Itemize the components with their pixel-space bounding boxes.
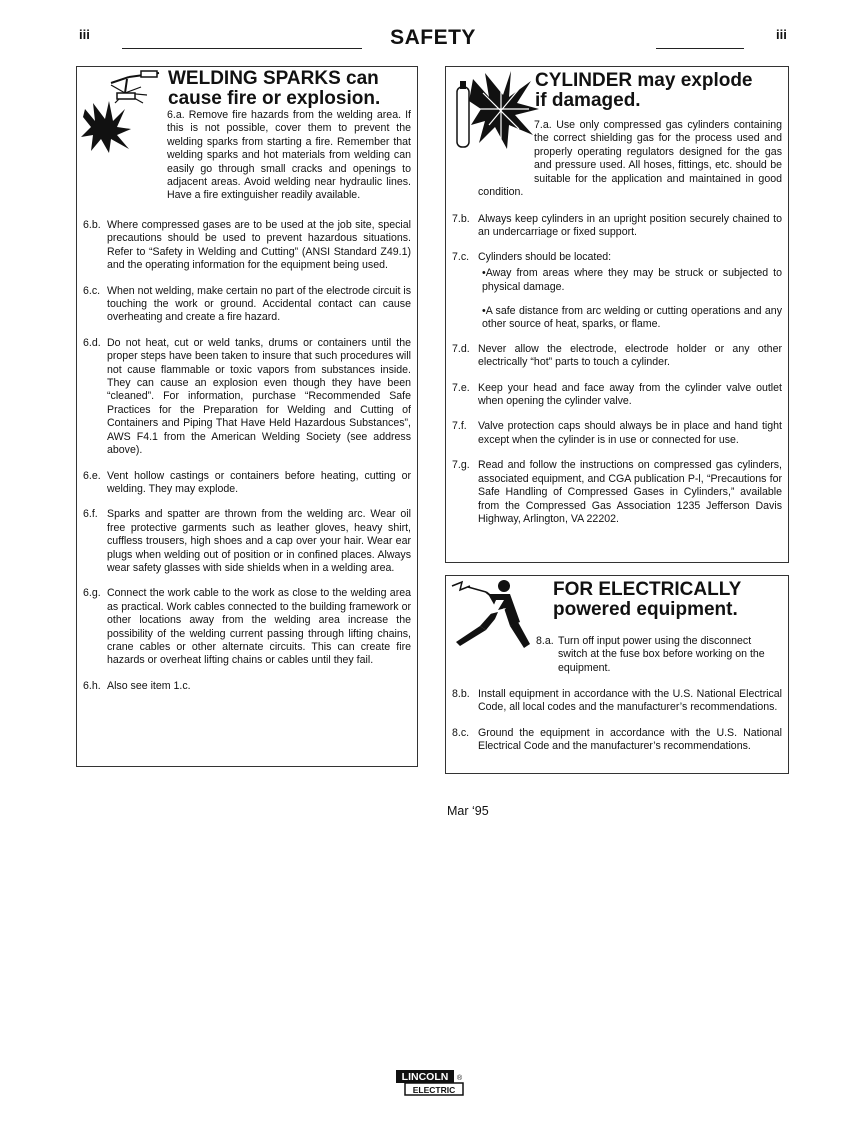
item-6a-number: 6.a. bbox=[167, 109, 185, 121]
list-item bbox=[452, 343, 782, 370]
item-number: 7.b. bbox=[452, 213, 470, 225]
item-number: 6.d. bbox=[83, 336, 101, 349]
revision-date: Mar ‘95 bbox=[447, 804, 489, 818]
item-text: Never allow the electrode, electrode holder or any other electrically “hot” parts to touch a cylinder. bbox=[478, 342, 782, 369]
list-item-8a bbox=[536, 635, 776, 675]
electric-shock-icon bbox=[450, 578, 536, 658]
cylinder-box bbox=[445, 66, 789, 563]
item-number: 7.g. bbox=[452, 459, 470, 472]
list-item bbox=[452, 267, 782, 294]
item-text: •A safe distance from arc welding or cutting operations and any other source of heat, sparks, or flame. bbox=[482, 305, 782, 331]
item-8a-text: Turn off input power using the disconnect switch at the fuse box before working on the equipment. bbox=[558, 635, 765, 674]
electrical-box bbox=[445, 575, 789, 774]
item-number: 6.c. bbox=[83, 284, 101, 297]
item-number: 8.c. bbox=[452, 726, 470, 739]
list-item bbox=[83, 219, 411, 273]
header-rule-right bbox=[656, 48, 744, 49]
svg-text:ELECTRIC: ELECTRIC bbox=[412, 1085, 456, 1095]
item-text: Always keep cylinders in an upright position securely chained to an undercarriage or fixed support. bbox=[478, 213, 782, 239]
item-6a-text: 6.a. Remove fire hazards from the welding area. If this is not possible, cover them to prevent the welding sparks from starting a fire. Remember that welding sparks and hot materials from welding can easily go through small cracks and openings to adjacent areas. Avoid welding near hydraulic lines. Have a fire extinguisher readily available. bbox=[167, 109, 411, 202]
item-number: 7.c. bbox=[452, 250, 470, 263]
item-text: •Away from areas where they may be struck or subjected to physical damage. bbox=[482, 267, 782, 293]
page-number-right: iii bbox=[776, 27, 787, 42]
item-number: 6.h. bbox=[83, 679, 101, 692]
item-text: Also see item 1.c. bbox=[107, 679, 191, 692]
item-number: 8.b. bbox=[452, 688, 470, 700]
list-item bbox=[452, 688, 782, 715]
list-item bbox=[83, 587, 411, 667]
page-number-left: iii bbox=[79, 27, 90, 42]
list-item bbox=[83, 470, 411, 497]
electrical-heading: FOR ELECTRICALLY powered equipment. bbox=[553, 579, 742, 620]
list-item bbox=[452, 251, 782, 264]
item-text: Cylinders should be located: bbox=[478, 250, 612, 263]
item-text: Sparks and spatter are thrown from the welding arc. Wear oil free protective garments such as leather gloves, heavy shirt, cuffless trousers, high shoes and a cap over your hair. Wear ear plugs when welding out of position or in confined places. Always wear safety glasses with side shields when in a welding area. bbox=[107, 508, 411, 574]
item-number: 6.b. bbox=[83, 219, 101, 231]
welding-sparks-heading: WELDING SPARKS can cause fire or explosion. bbox=[168, 68, 381, 109]
item-number: 6.f. bbox=[83, 508, 98, 521]
item-text: Vent hollow castings or containers before heating, cutting or welding. They may explode. bbox=[107, 469, 411, 495]
list-item bbox=[83, 508, 411, 575]
page-title: SAFETY bbox=[390, 26, 476, 49]
lincoln-electric-logo-mark bbox=[395, 1069, 467, 1097]
item-text: When not welding, make certain no part of the electrode circuit is touching the work or ground. Accidental contact can cause overheating and create a fire hazard. bbox=[107, 284, 411, 324]
item-text: Read and follow the instructions on compressed gas cylinders, associated equipment, and CGA publication P-l, “Precautions for Safe Handling of Compressed Gases in Cylinders,” available from the Compressed Gas Association 1235 Jefferson Davis Highway, Arlington, VA 22202. bbox=[478, 459, 782, 525]
item-number: 7.f. bbox=[452, 420, 467, 433]
item-number: 6.g. bbox=[83, 587, 101, 600]
item-text: Install equipment in accordance with the U.S. National Electrical Code, all local codes and the manufacturer’s recommendations. bbox=[478, 688, 782, 714]
list-item bbox=[83, 337, 411, 458]
list-item bbox=[452, 420, 782, 447]
welding-list bbox=[83, 219, 411, 706]
list-item bbox=[452, 727, 782, 754]
cylinder-list bbox=[452, 213, 782, 539]
lincoln-electric-logo bbox=[395, 1069, 467, 1102]
item-text: Connect the work cable to the work as close to the welding area as practical. Work cables connected to the building framework or other locations away from the welding area increase the possibility of the welding current passing through lifting chains, crane cables or other alternate circuits. This can create fire hazards or overheat lifting chains or cables until they fail. bbox=[107, 587, 411, 667]
item-7a-number: 7.a. bbox=[534, 119, 552, 131]
list-item bbox=[452, 213, 782, 240]
svg-text:LINCOLN: LINCOLN bbox=[401, 1071, 449, 1083]
svg-text:®: ® bbox=[457, 1075, 463, 1082]
electrical-list bbox=[452, 688, 782, 767]
list-item bbox=[83, 680, 411, 693]
list-item bbox=[452, 459, 782, 526]
item-7a-text: 7.a. Use only compressed gas cylinders containing the correct shielding gas for the process used and properly operating regulators designed for the gas and pressure used. All hoses, fittings, etc. should be suitable for the application and maintained in good condition. bbox=[478, 119, 782, 199]
item-8a-number: 8.a. bbox=[536, 635, 554, 647]
list-item bbox=[83, 285, 411, 325]
item-number: 6.e. bbox=[83, 469, 101, 482]
list-item-7a bbox=[478, 119, 782, 199]
item-text: Where compressed gases are to be used at the job site, special precautions should be used to prevent hazardous situations. Refer to “Safety in Welding and Cutting” (ANSI Standard Z49.1) and the operating information for the equipment being used. bbox=[107, 219, 411, 272]
item-text: Do not heat, cut or weld tanks, drums or containers until the proper steps have been taken to insure that such procedures will not cause flammable or toxic vapors from substances inside. They can cause an explosion even though they have been “cleaned”. For information, purchase “Recommended Safe Practices for the Preparation for Welding and Cutting of Containers and Piping That Have Held Hazardous Substances”, AWS F4.1 from the American Welding Society (see address above). bbox=[107, 336, 411, 457]
cylinder-heading: CYLINDER may explode if damaged. bbox=[535, 70, 753, 111]
item-text: Keep your head and face away from the cylinder valve outlet when opening the cylinder valve. bbox=[478, 381, 782, 408]
list-item bbox=[452, 382, 782, 409]
item-number: 7.d. bbox=[452, 342, 470, 355]
item-number: 7.e. bbox=[452, 381, 470, 394]
welding-sparks-box bbox=[76, 66, 418, 767]
item-text: Valve protection caps should always be in place and hand tight except when the cylinder is in use or connected for use. bbox=[478, 420, 782, 446]
list-item-6a bbox=[107, 109, 411, 203]
item-text: Ground the equipment in accordance with the U.S. National Electrical Code and the manufacturer’s recommendations. bbox=[478, 726, 782, 753]
list-item bbox=[452, 305, 782, 332]
